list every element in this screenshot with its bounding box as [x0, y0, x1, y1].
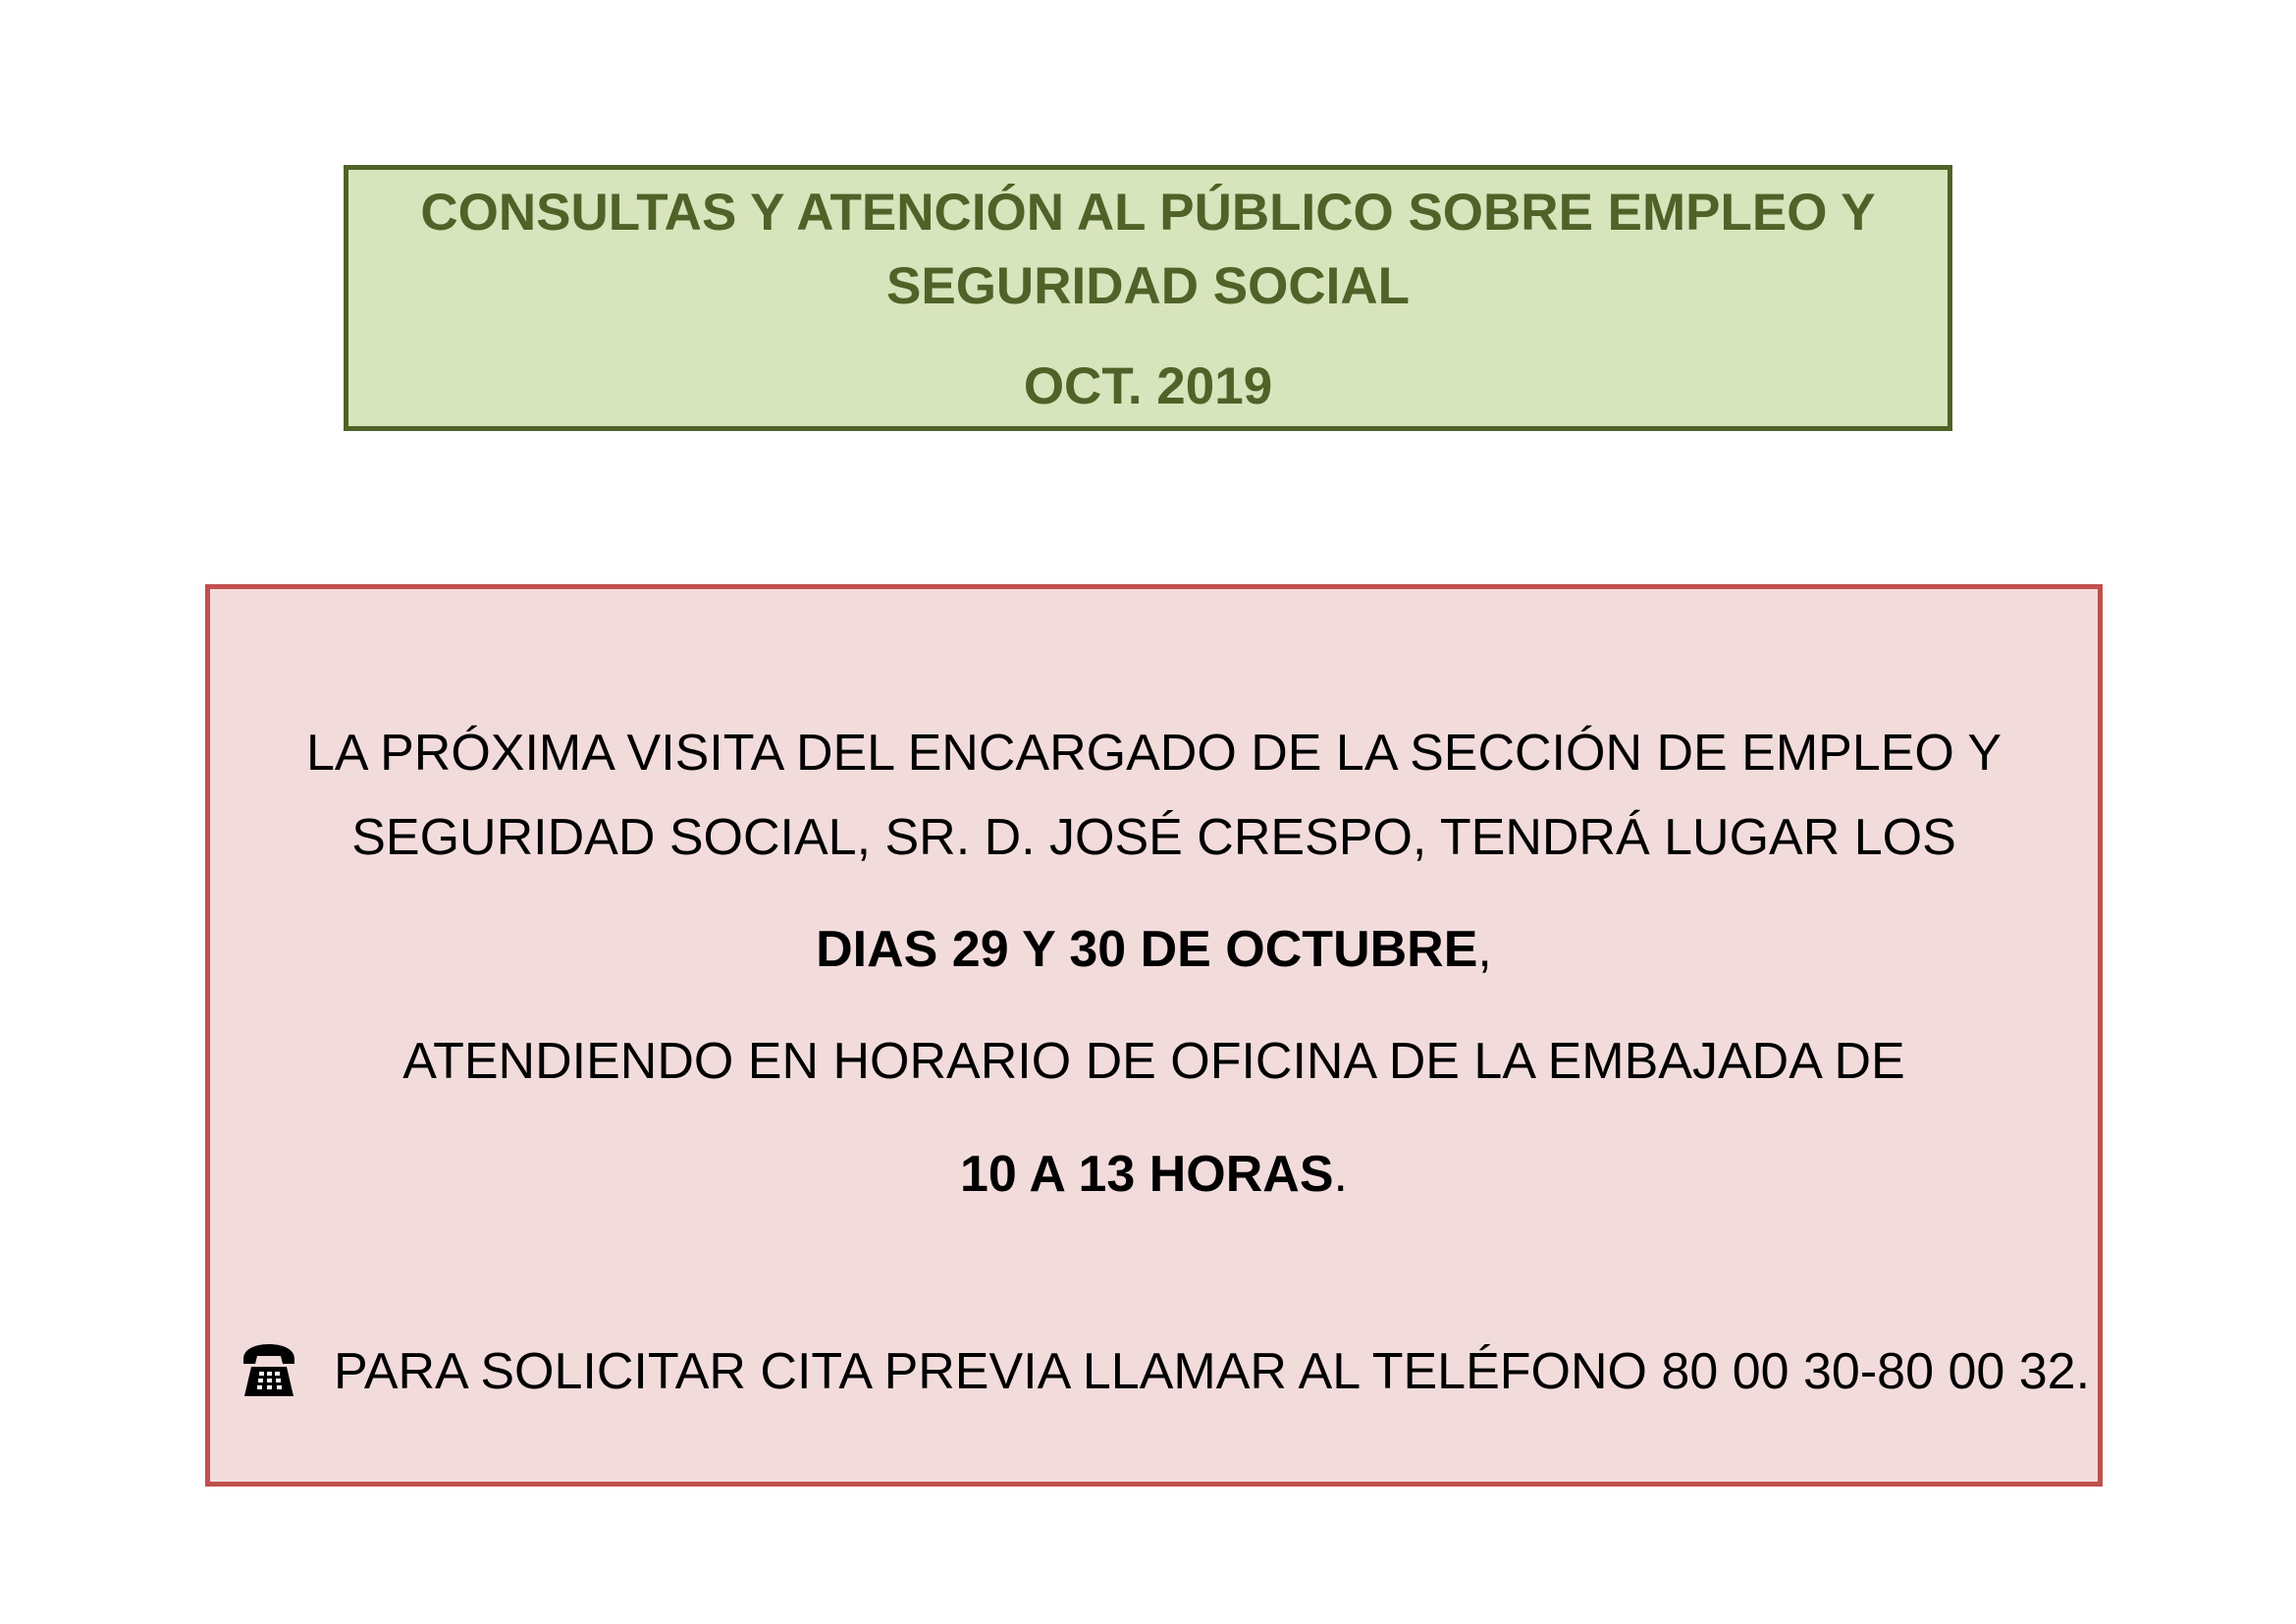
- notice-line-4: ATENDIENDO EN HORARIO DE OFICINA DE LA EMBAJADA DE: [402, 1033, 1905, 1090]
- office-hours-bold: 10 A 13 HORAS: [960, 1146, 1334, 1203]
- title-line-1: CONSULTAS Y ATENCIÓN AL PÚBLICO SOBRE EMPLEO Y: [420, 184, 1876, 242]
- visit-days-bold: DIAS 29 Y 30 DE OCTUBRE: [816, 921, 1478, 978]
- title-line-2: SEGURIDAD SOCIAL: [886, 257, 1410, 315]
- appointment-line: [210, 1339, 2098, 1404]
- notice-line-1: LA PRÓXIMA VISITA DEL ENCARGADO DE LA SECCIÓN DE EMPLEO Y: [305, 725, 2002, 782]
- office-hours-suffix: .: [1333, 1146, 1348, 1203]
- notice-panel: [205, 584, 2103, 1487]
- date-label: OCT. 2019: [1023, 357, 1273, 415]
- visit-days: [210, 919, 2098, 980]
- notice-line-2: SEGURIDAD SOCIAL, SR. D. JOSÉ CRESPO, TENDRÁ LUGAR LOS: [351, 809, 1956, 866]
- telephone-icon: [240, 1339, 298, 1404]
- appointment-text: PARA SOLICITAR CITA PREVIA LLAMAR AL TELÉFONO 80 00 30-80 00 32.: [334, 1343, 2091, 1400]
- visit-days-suffix: ,: [1477, 921, 1492, 978]
- office-hours: [210, 1144, 2098, 1205]
- header-banner: [344, 165, 1952, 431]
